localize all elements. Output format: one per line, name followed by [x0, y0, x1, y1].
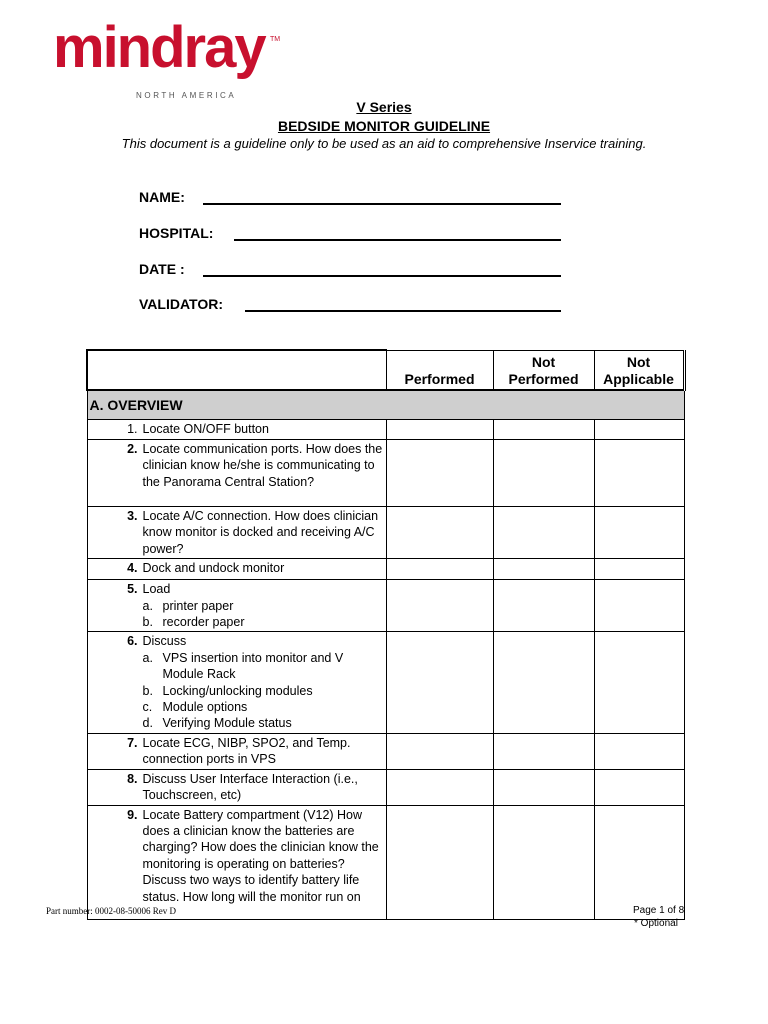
header-not-applicable: Not Applicable	[594, 350, 684, 390]
logo-wordmark: mindray	[53, 15, 265, 80]
item-text: Locate A/C connection. How does clinician know monitor is docked and receiving A/C power?	[142, 509, 379, 556]
table-row	[87, 440, 684, 507]
not-applicable-cell[interactable]	[594, 805, 684, 919]
performed-cell[interactable]	[386, 805, 493, 919]
name-blank-line[interactable]	[203, 203, 561, 205]
performed-cell[interactable]	[386, 420, 493, 440]
not-performed-cell[interactable]	[493, 580, 594, 632]
validator-blank-line[interactable]	[245, 310, 561, 312]
performed-cell[interactable]	[386, 632, 493, 733]
not-applicable-cell[interactable]	[594, 769, 684, 805]
section-row-overview	[87, 390, 684, 420]
not-performed-cell[interactable]	[493, 769, 594, 805]
item-text: Locate Battery compartment (V12) How does a clinician know the batteries are charging? How does the clinician know the monitoring is operating on batteries? Discuss two ways to identify battery life status. How long will the monitor run on	[142, 807, 379, 904]
section-title: A. OVERVIEW	[87, 390, 684, 420]
not-performed-cell[interactable]	[493, 420, 594, 440]
item-text: Discuss	[142, 634, 187, 649]
item-number: 1.	[127, 422, 138, 436]
item-number: 7.	[127, 735, 138, 750]
header-not-performed: Not Performed	[493, 350, 594, 390]
logo-subtitle: NORTH AMERICA	[136, 91, 237, 100]
item-text: Dock and undock monitor	[142, 561, 285, 576]
sub-text: Locking/unlocking modules	[162, 683, 313, 698]
performed-cell[interactable]	[386, 440, 493, 507]
performed-cell[interactable]	[386, 580, 493, 632]
not-performed-cell[interactable]	[493, 559, 594, 580]
name-field	[139, 188, 185, 206]
table-row	[87, 733, 684, 769]
sub-letter: a.	[142, 650, 153, 665]
sub-text: VPS insertion into monitor and V Module Rack	[162, 650, 344, 682]
not-applicable-cell[interactable]	[594, 559, 684, 580]
header-blank-cell	[87, 350, 386, 390]
not-performed-cell[interactable]	[493, 733, 594, 769]
performed-cell[interactable]	[386, 507, 493, 559]
item-number: 8.	[127, 771, 138, 786]
sub-text: Verifying Module status	[162, 716, 292, 731]
table-row	[87, 805, 684, 919]
not-applicable-cell[interactable]	[594, 580, 684, 632]
name-label: NAME:	[139, 189, 185, 205]
performed-cell[interactable]	[386, 733, 493, 769]
item-text: Locate ON/OFF button	[142, 422, 269, 436]
validator-field	[139, 295, 223, 313]
table-header-row	[87, 350, 684, 390]
not-performed-cell[interactable]	[493, 507, 594, 559]
date-field	[139, 260, 185, 278]
sub-text: recorder paper	[162, 615, 245, 630]
page-number: Page 1 of 8	[633, 905, 685, 916]
table-row	[87, 580, 684, 632]
sub-letter: b.	[142, 683, 153, 698]
not-applicable-cell[interactable]	[594, 440, 684, 507]
sub-letter: b.	[142, 615, 153, 630]
table-row	[87, 420, 684, 440]
checklist-table	[86, 349, 686, 920]
not-performed-cell[interactable]	[493, 632, 594, 733]
performed-cell[interactable]	[386, 769, 493, 805]
not-applicable-cell[interactable]	[594, 733, 684, 769]
item-number: 5.	[127, 582, 138, 597]
hospital-field	[139, 224, 213, 242]
date-blank-line[interactable]	[203, 275, 561, 277]
table-row	[87, 559, 684, 580]
mindray-logo	[53, 15, 283, 100]
not-performed-cell[interactable]	[493, 440, 594, 507]
hospital-blank-line[interactable]	[234, 239, 561, 241]
hospital-label: HOSPITAL:	[139, 225, 214, 241]
item-text: Locate communication ports. How does the clinician know he/she is communicating to the Panorama Central Station?	[142, 442, 383, 489]
series-title: V Series	[356, 99, 412, 115]
not-applicable-cell[interactable]	[594, 632, 684, 733]
validator-label: VALIDATOR:	[139, 296, 223, 312]
logo-trademark: TM	[270, 36, 281, 43]
intro-text: This document is a guideline only to be used as an aid to comprehensive Inservice training.	[121, 136, 647, 151]
item-text: Discuss User Interface Interaction (i.e., Touchscreen, etc)	[142, 771, 358, 803]
sub-letter: a.	[142, 598, 153, 613]
not-applicable-cell[interactable]	[594, 507, 684, 559]
item-number: 3.	[127, 509, 138, 523]
sub-letter: d.	[142, 716, 153, 731]
item-number: 2.	[127, 442, 138, 456]
optional-note: * Optional	[634, 918, 678, 929]
item-number: 6.	[127, 634, 138, 649]
sub-text: printer paper	[162, 598, 234, 613]
item-text: Locate ECG, NIBP, SPO2, and Temp. connection ports in VPS	[142, 735, 351, 767]
part-number: Part number: 0002-08-50006 Rev D	[46, 906, 176, 916]
table-row	[87, 632, 684, 733]
performed-cell[interactable]	[386, 559, 493, 580]
table-row	[87, 769, 684, 805]
item-text: Load	[142, 582, 171, 597]
item-number: 4.	[127, 561, 138, 576]
table-row	[87, 507, 684, 559]
item-number: 9.	[127, 807, 138, 822]
not-applicable-cell[interactable]	[594, 420, 684, 440]
sub-letter: c.	[142, 700, 153, 715]
date-label: DATE :	[139, 261, 185, 277]
document-title: BEDSIDE MONITOR GUIDELINE	[277, 118, 491, 134]
sub-text: Module options	[162, 700, 248, 715]
header-performed: Performed	[386, 350, 493, 390]
not-performed-cell[interactable]	[493, 805, 594, 919]
